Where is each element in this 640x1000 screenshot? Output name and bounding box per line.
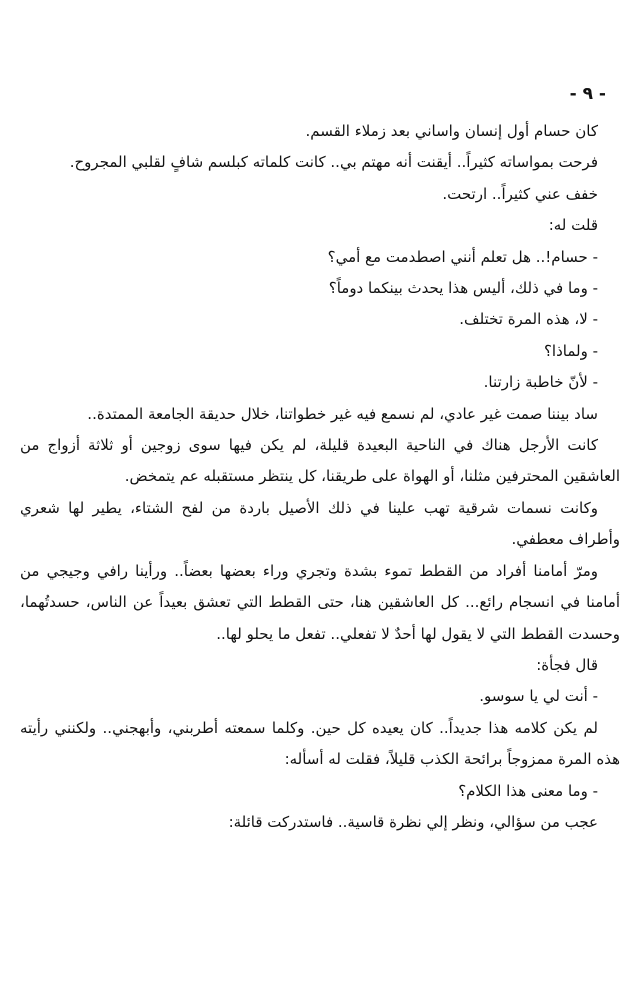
dialogue-line: - حسام!.. هل تعلم أنني اصطدمت مع أمي؟ xyxy=(327,247,598,266)
paragraph: كان حسام أول إنسان واساني بعد زملاء القسم. xyxy=(305,122,598,140)
dialogue-line: - وما معنى هذا الكلام؟ xyxy=(458,781,598,800)
dialogue-line: - وما في ذلك، أليس هذا يحدث بينكما دوماً؟ xyxy=(328,279,598,298)
paragraph: وكانت نسمات شرقية تهب علينا في ذلك الأصيل باردة من لفح الشتاء، يطير لها شعري وأطراف معطفي. xyxy=(20,498,620,549)
body-text xyxy=(20,116,620,838)
paragraph: فرحت بمواساته كثيراً.. أيقنت أنه مهتم بي.. كانت كلماته كبلسم شافٍ لقلبي المجروح. xyxy=(69,153,598,172)
dialogue-line: - لأنّ خاطبة زارتنا. xyxy=(483,373,598,392)
paragraph: قال فجأة: xyxy=(536,655,598,674)
paragraph: ومرّ أمامنا أفراد من القطط تموء بشدة وتجري وراء بعضها بعضاً.. ورأينا رافي وجيجي من أمامنا في انسجام رائع... كل العاشقين هنا، حتى القطط التي تعشق بعيداً عن الناس، حسدتُهما، وحسدت القطط التي لا يقول لها أحدٌ لا تفعلي.. تفعل ما يحلو لها.. xyxy=(20,561,620,643)
dialogue-line: - أنت لي يا سوسو. xyxy=(479,687,598,706)
paragraph: ساد بيننا صمت غير عادي، لم نسمع فيه غير خطواتنا، خلال حديقة الجامعة الممتدة.. xyxy=(87,404,598,423)
paragraph: عجب من سؤالي، ونظر إلي نظرة قاسية.. فاستدركت قائلة: xyxy=(228,812,598,831)
paragraph: لم يكن كلامه هذا جديداً.. كان يعيده كل حين. وكلما سمعته أطربني، وأبهجني.. ولكنني رأيته هذه المرة ممزوجاً برائحة الكذب قليلاً، فقلت له أسأله: xyxy=(20,718,620,769)
dialogue-line: - ولماذا؟ xyxy=(543,341,598,360)
paragraph: قلت له: xyxy=(548,216,598,235)
paragraph: كانت الأرجل هناك في الناحية البعيدة قليلة، لم يكن فيها سوى زوجين أو ثلاثة أزواج من العاشقين المحترفين مثلنا، أو الهواة على طريقنا، كل ينتظر مستقبله عم يتمخض. xyxy=(20,436,620,486)
page-number: - ٩ - xyxy=(569,84,606,104)
paragraph: خفف عني كثيراً.. ارتحت. xyxy=(442,184,598,203)
dialogue-line: - لا، هذه المرة تختلف. xyxy=(459,310,598,329)
